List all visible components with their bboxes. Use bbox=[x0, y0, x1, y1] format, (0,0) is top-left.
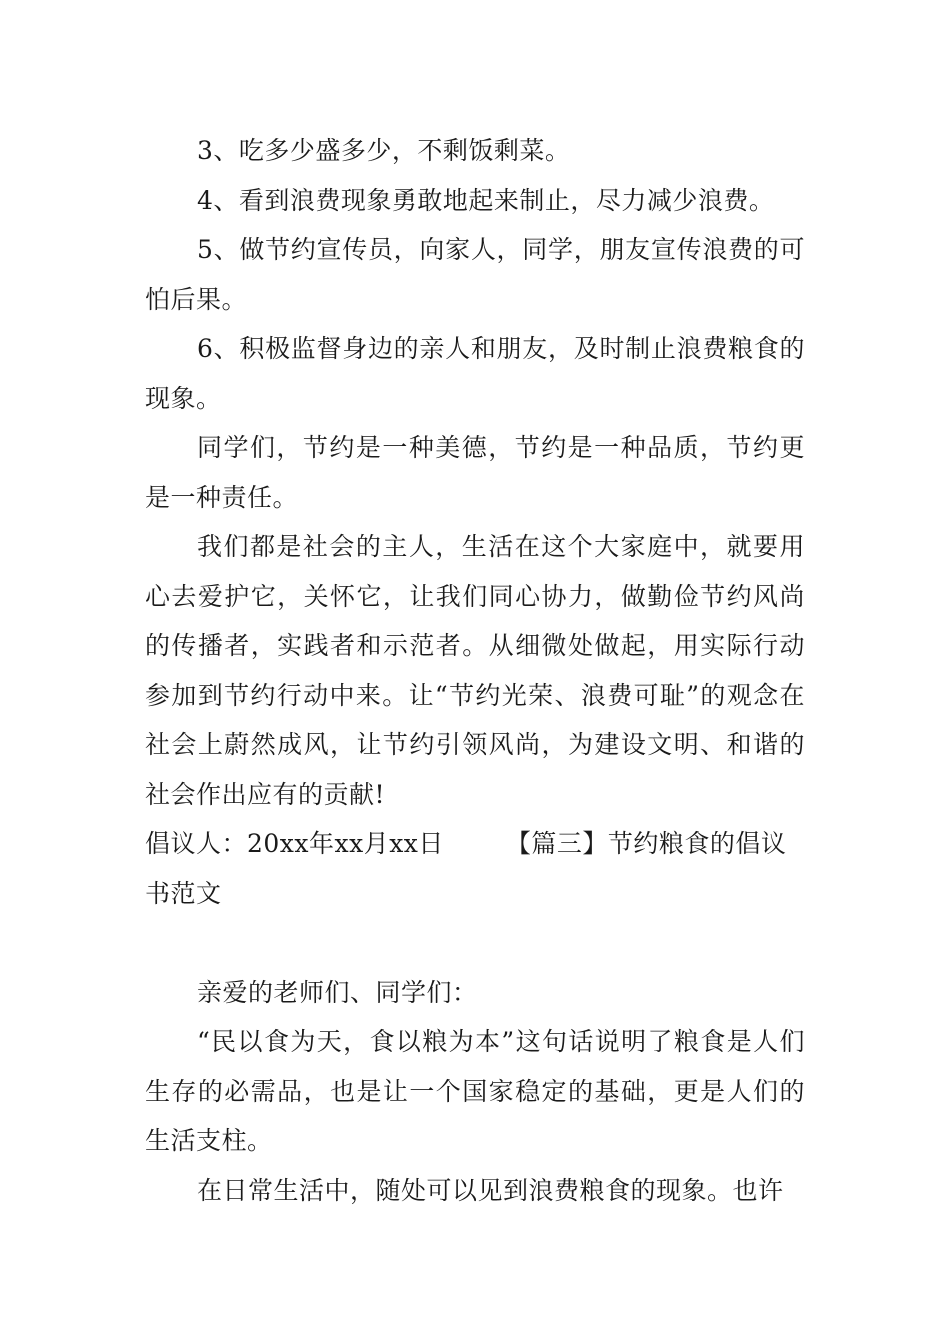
paragraph-item-3: 3、吃多少盛多少，不剩饭剩菜。 bbox=[197, 136, 571, 165]
greeting: 亲爱的老师们、同学们： bbox=[197, 977, 478, 1007]
paragraph-item-6: 6、积极监督身边的亲人和朋友，及时制止浪费粮食的现象。 bbox=[145, 334, 805, 413]
signature-and-section-title bbox=[145, 819, 805, 918]
paragraph-virtue: 同学们，节约是一种美德，节约是一种品质，节约更是一种责任。 bbox=[145, 433, 805, 512]
paragraph-item-4: 4、看到浪费现象勇敢地起来制止，尽力减少浪费。 bbox=[197, 185, 775, 215]
document-body bbox=[145, 126, 805, 1215]
paragraph-item-5: 5、做节约宣传员，向家人，同学，朋友宣传浪费的可怕后果。 bbox=[145, 235, 805, 314]
signature: 倡议人：20xx年xx月xx日 bbox=[145, 829, 444, 858]
paragraph-food-quote: “民以食为天，食以粮为本”这句话说明了粮食是人们生存的必需品，也是让一个国家稳定的基础，更是人们的生活支柱。 bbox=[145, 1027, 805, 1155]
section-title: 【篇三】节约粮食的倡议书范文 bbox=[145, 829, 787, 908]
paragraph-society: 我们都是社会的主人，生活在这个大家庭中，就要用心去爱护它，关怀它，让我们同心协力，做勤俭节约风尚的传播者，实践者和示范者。从细微处做起，用实际行动参加到节约行动中来。让“节约光荣、浪费可耻”的观念在社会上蔚然成风，让节约引领风尚，为建设文明、和谐的社会作出应有的贡献! bbox=[145, 532, 805, 809]
blank-line bbox=[145, 918, 805, 968]
paragraph-daily-life: 在日常生活中，随处可以见到浪费粮食的现象。也许 bbox=[197, 1175, 784, 1205]
